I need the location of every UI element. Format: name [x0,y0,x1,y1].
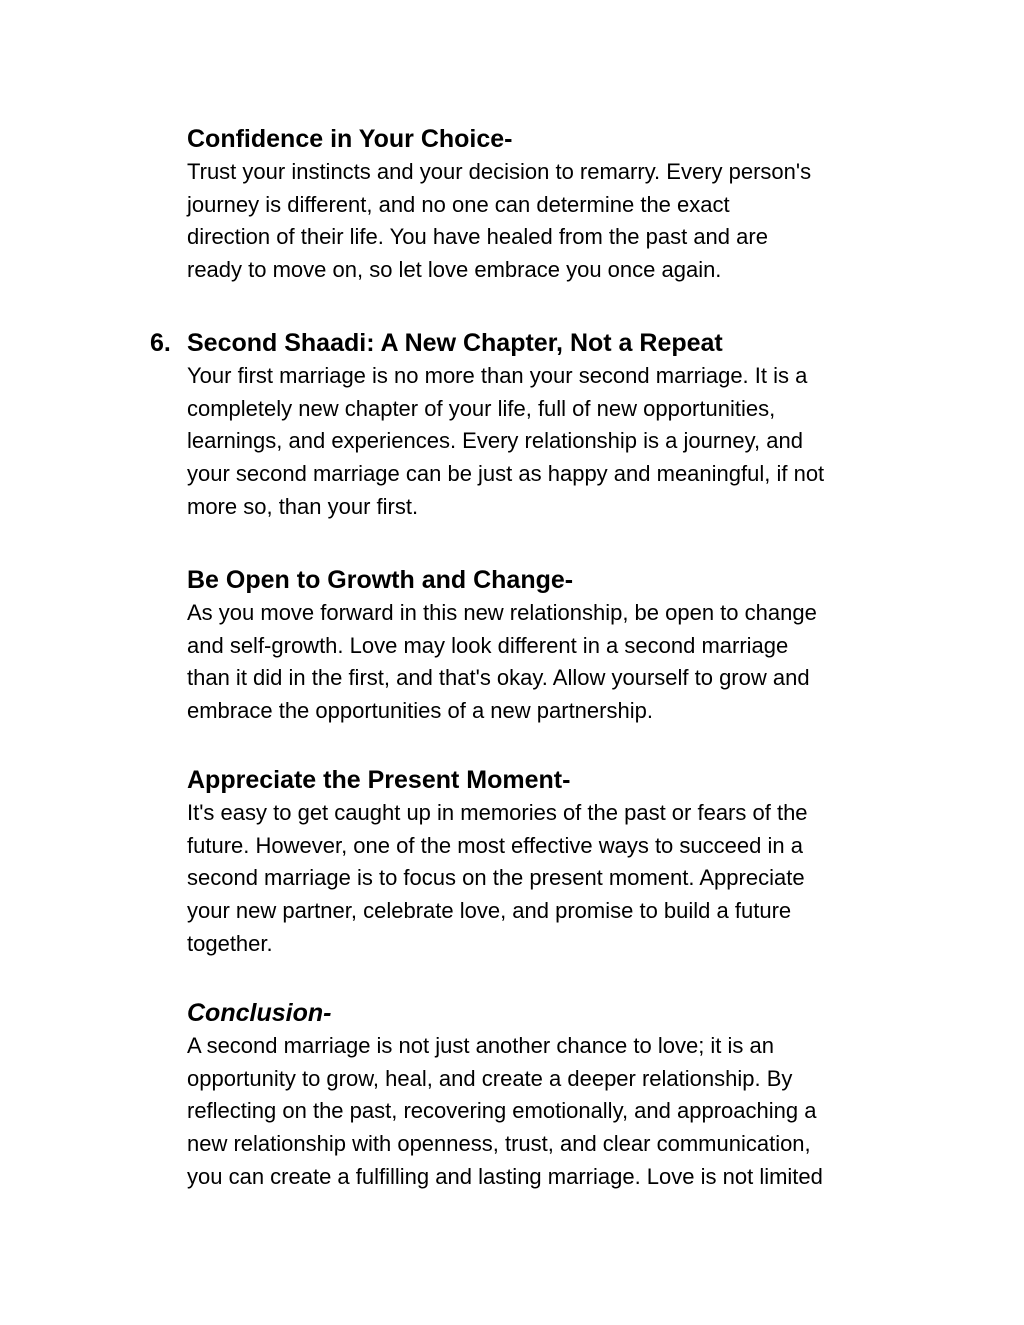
section-heading: Confidence in Your Choice- [187,125,513,153]
section-conclusion [187,997,907,1194]
body-line: journey is different, and no one can determine the exact [187,191,730,217]
section-body [187,1030,907,1194]
section-heading: Appreciate the Present Moment- [187,766,571,794]
section-heading: Second Shaadi: A New Chapter, Not a Repeat [187,329,723,357]
body-line: more so, than your first. [187,493,419,519]
body-line: completely new chapter of your life, full of new opportunities, [187,395,776,421]
section-body [187,797,907,961]
body-line: direction of their life. You have healed from the past and are [187,224,768,250]
section-confidence-in-your-choice [187,123,907,287]
body-line: your second marriage can be just as happy and meaningful, if not [187,461,825,487]
body-line: than it did in the first, and that's okay. Allow yourself to grow and [187,665,810,691]
body-line: your new partner, celebrate love, and promise to build a future [187,898,792,924]
section-appreciate-present-moment [187,764,907,961]
section-body [187,597,907,728]
body-line: ready to move on, so let love embrace you once again. [187,257,722,283]
body-line: new relationship with openness, trust, and clear communication, [187,1131,811,1157]
body-line: future. However, one of the most effective ways to succeed in a [187,832,803,858]
body-line: reflecting on the past, recovering emotionally, and approaching a [187,1098,817,1124]
body-line: you can create a fulfilling and lasting marriage. Love is not limited [187,1163,823,1189]
section-be-open-to-growth [187,564,907,728]
body-line: It's easy to get caught up in memories of the past or fears of the [187,800,808,825]
body-line: As you move forward in this new relationship, be open to change [187,600,817,625]
section-body [187,156,907,287]
body-line: opportunity to grow, heal, and create a deeper relationship. By [187,1065,793,1091]
section-heading: Conclusion- [187,999,332,1027]
section-heading: Be Open to Growth and Change- [187,566,574,594]
body-line: Your first marriage is no more than your second marriage. It is a [187,363,808,388]
body-line: Trust your instincts and your decision to remarry. Every person's [187,159,812,184]
body-line: embrace the opportunities of a new partnership. [187,698,653,724]
section-body [187,360,907,524]
body-line: learnings, and experiences. Every relationship is a journey, and [187,428,803,454]
body-line: second marriage is to focus on the present moment. Appreciate [187,865,805,891]
section-second-shaadi [150,327,907,524]
list-number: 6. [150,329,171,357]
body-line: A second marriage is not just another chance to love; it is an [187,1033,774,1058]
body-line: together. [187,930,273,956]
body-line: and self-growth. Love may look different in a second marriage [187,632,789,658]
